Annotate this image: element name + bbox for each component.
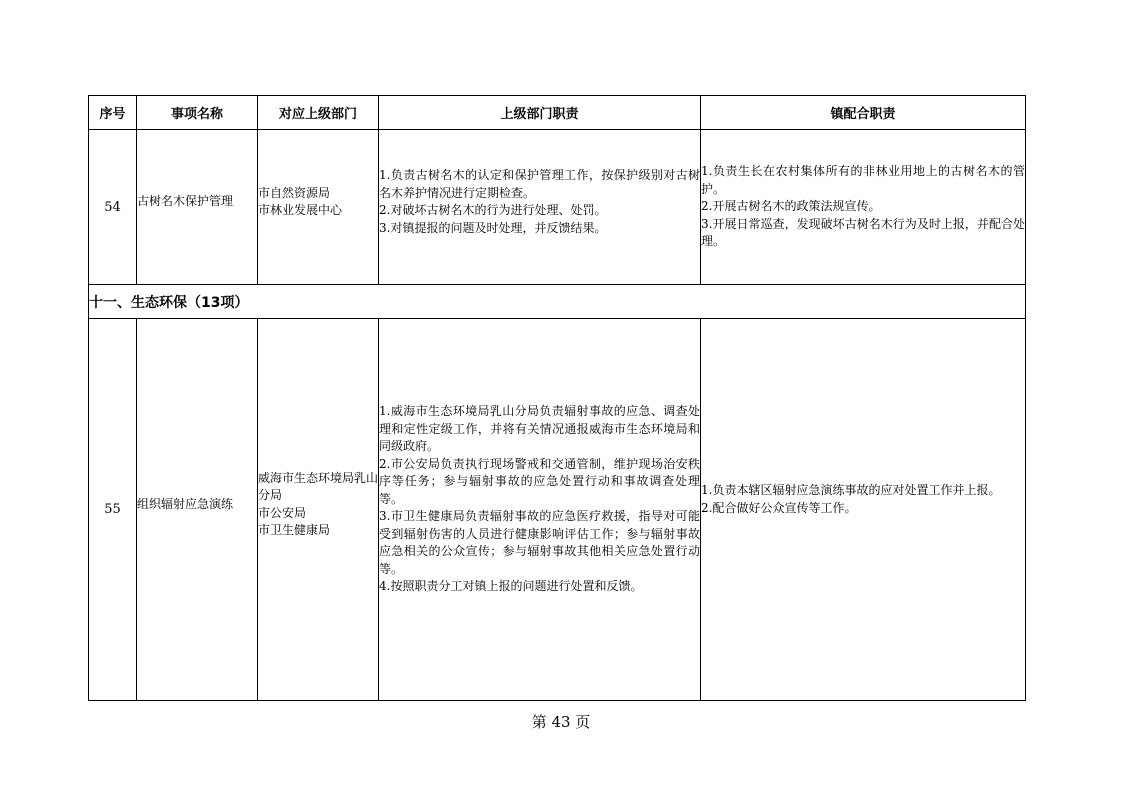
row-superior-duties (379, 319, 701, 701)
duty-line: 3.对镇提报的问题及时处理，并反馈结果。 (379, 220, 607, 235)
dept-line: 市公安局 (258, 505, 307, 520)
row-item-name: 组织辐射应急演练 (137, 319, 258, 701)
duty-line: 2.市公安局负责执行现场警戒和交通管制，维护现场治安秩序等任务；参与辐射事故的应急处置行动和事故调查处理等。 (379, 456, 700, 506)
duty-line: 1.负责本辖区辐射应急演练事故的应对处置工作并上报。 (701, 483, 1001, 497)
dept-line: 市林业发展中心 (258, 203, 343, 217)
header-seq: 序号 (89, 96, 137, 130)
duty-line: 1.威海市生态环境局乳山分局负责辐射事故的应急、调查处理和定性定级工作，并将有关情况通报威海市生态环境局和同级政府。 (379, 404, 700, 454)
dept-line: 威海市生态环境局乳山分局 (258, 470, 379, 502)
dept-line: 市卫生健康局 (258, 523, 331, 537)
header-item-name: 事项名称 (137, 96, 258, 130)
row-superior-dept (258, 130, 379, 285)
duty-line: 1.负责古树名木的认定和保护管理工作，按保护级别对古树名木养护情况进行定期检查。 (379, 168, 700, 200)
header-superior-duties: 上级部门职责 (379, 96, 701, 130)
duty-line: 4.按照职责分工对镇上报的问题进行处置和反馈。 (379, 579, 643, 594)
duty-line: 2.对破坏古树名木的行为进行处理、处罚。 (379, 203, 607, 217)
section-row (89, 285, 1026, 319)
table-header-row (89, 96, 1026, 130)
table-row (89, 319, 1026, 701)
duty-line: 2.配合做好公众宣传等工作。 (701, 500, 857, 515)
row-item-name: 古树名木保护管理 (137, 130, 258, 285)
row-seq: 55 (89, 319, 137, 701)
row-superior-duties (379, 130, 701, 285)
page-number: 第 43 页 (531, 713, 591, 731)
duty-line: 1.负责生长在农村集体所有的非林业用地上的古树名木的管护。 (701, 164, 1025, 196)
row-town-duties (701, 319, 1026, 701)
row-seq: 54 (89, 130, 137, 285)
table-row (89, 130, 1026, 285)
header-superior-dept: 对应上级部门 (258, 96, 379, 130)
row-town-duties (701, 130, 1026, 285)
duty-line: 3.市卫生健康局负责辐射事故的应急医疗救援，指导对可能受到辐射伤害的人员进行健康影响评估工作；参与辐射事故应急相关的公众宣传；参与辐射事故其他相关应急处置行动等。 (379, 509, 700, 576)
section-title: 十一、生态环保（13项） (89, 285, 1026, 319)
row-superior-dept (258, 319, 379, 701)
duties-table (88, 95, 1026, 701)
duty-line: 2.开展古树名木的政策法规宣传。 (701, 199, 881, 214)
duty-line: 3.开展日常巡查，发现破坏古树名木行为及时上报，并配合处理。 (701, 216, 1025, 249)
dept-line: 市自然资源局 (258, 185, 331, 200)
header-town-duties: 镇配合职责 (701, 96, 1026, 130)
